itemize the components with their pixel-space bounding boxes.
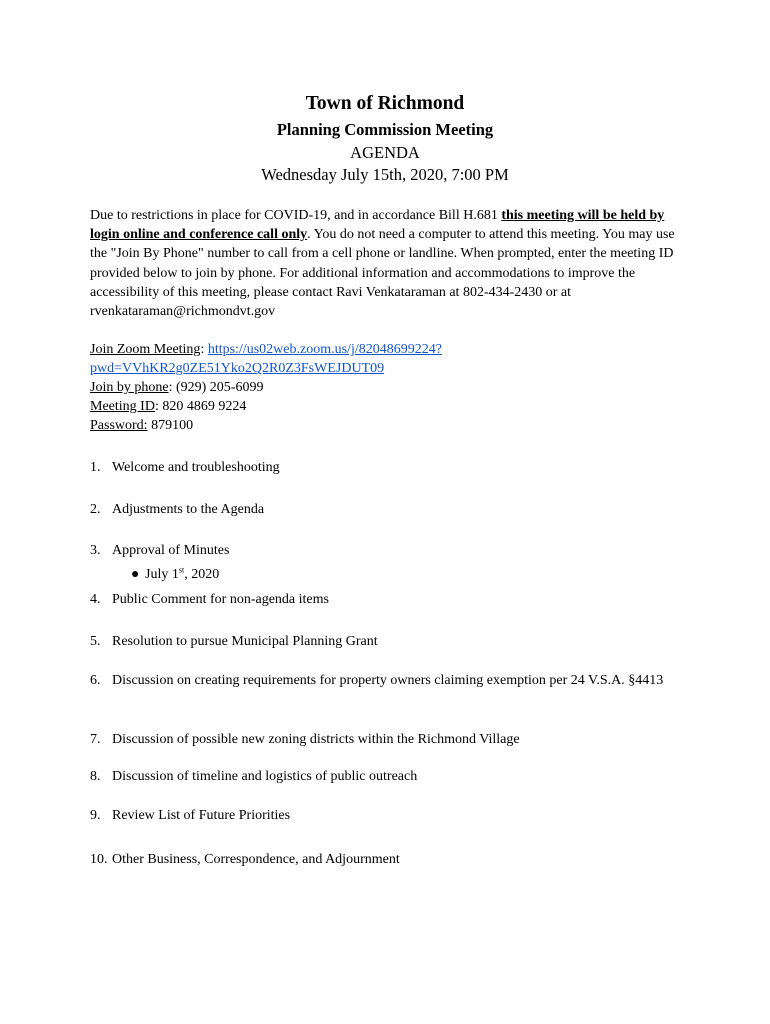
minutes-sub-item [131,565,220,584]
item-text: Adjustments to the Agenda [112,502,265,517]
item-text: Resolution to pursue Municipal Planning Grant [112,634,378,649]
meeting-id-label: Meeting ID [90,399,155,414]
intro-paragraph [90,206,680,321]
password-label: Password: [90,418,148,433]
town-title: Town of Richmond [305,93,465,114]
zoom-link[interactable]: https://us02web.zoom.us/j/82048699224? [207,342,442,357]
item-number: 5. [90,634,101,649]
password-value: 879100 [147,418,194,433]
password-line [90,416,193,435]
item-number: 1. [90,460,101,475]
agenda-heading: AGENDA [350,143,420,162]
meeting-id-value: : 820 4869 9224 [154,399,247,414]
zoom-line [90,340,442,359]
item-number: 10. [90,852,108,867]
zoom-colon: : [200,342,208,357]
zoom-label: Join Zoom Meeting [90,342,201,357]
item-text: Welcome and troubleshooting [112,460,280,475]
item-number: 8. [90,769,101,784]
item-number: 4. [90,592,101,607]
item-text: Public Comment for non-agenda items [112,592,329,607]
phone-value: : (929) 205-6099 [168,380,264,395]
item-text: Discussion on creating requirements for property owners claiming exemption per 24 V.S.A. §4413 [112,673,664,688]
meeting-date: Wednesday July 15th, 2020, 7:00 PM [261,165,509,184]
item-text: Review List of Future Priorities [112,808,291,823]
item-text: Discussion of timeline and logistics of public outreach [112,769,418,784]
minutes-date-text: July 1 [145,567,179,582]
meeting-title: Planning Commission Meeting [276,120,494,139]
item-number: 9. [90,808,101,823]
zoom-link-continued-line [90,359,384,378]
item-text: Approval of Minutes [112,543,230,558]
intro-text-2: . You do not need a computer to attend this meeting. You may use the "Join By Phone" number to call from a cell phone or landline. When prompted, enter the meeting ID provided below to join by phone. For additional information and accommodations to improve the accessibility of this meeting, please contact Ravi Venkataraman at 802-434-2430 or at rvenkataraman@richmondvt.gov [90,227,675,320]
minutes-date-year: , 2020 [184,567,220,582]
item-text: Other Business, Correspondence, and Adjournment [112,852,400,867]
item-number: 7. [90,732,101,747]
item-number: 6. [90,673,101,688]
phone-label: Join by phone [90,380,169,395]
intro-text-1: Due to restrictions in place for COVID-19, and in accordance Bill H.681 [90,208,502,223]
intro-emphasis: this meeting will be held by login online and conference call only [90,208,665,243]
bullet-icon: ● [131,567,140,582]
zoom-link-continued[interactable]: pwd=VVhKR2g0ZE51Yko2Q2R0Z3FsWEJDUT09 [90,361,385,376]
item-number: 2. [90,502,101,517]
meeting-id-line [90,397,246,416]
item-text: Discussion of possible new zoning districts within the Richmond Village [112,732,520,747]
phone-line [90,378,263,397]
minutes-date-suffix: st [178,565,185,575]
item-number: 3. [90,543,101,558]
